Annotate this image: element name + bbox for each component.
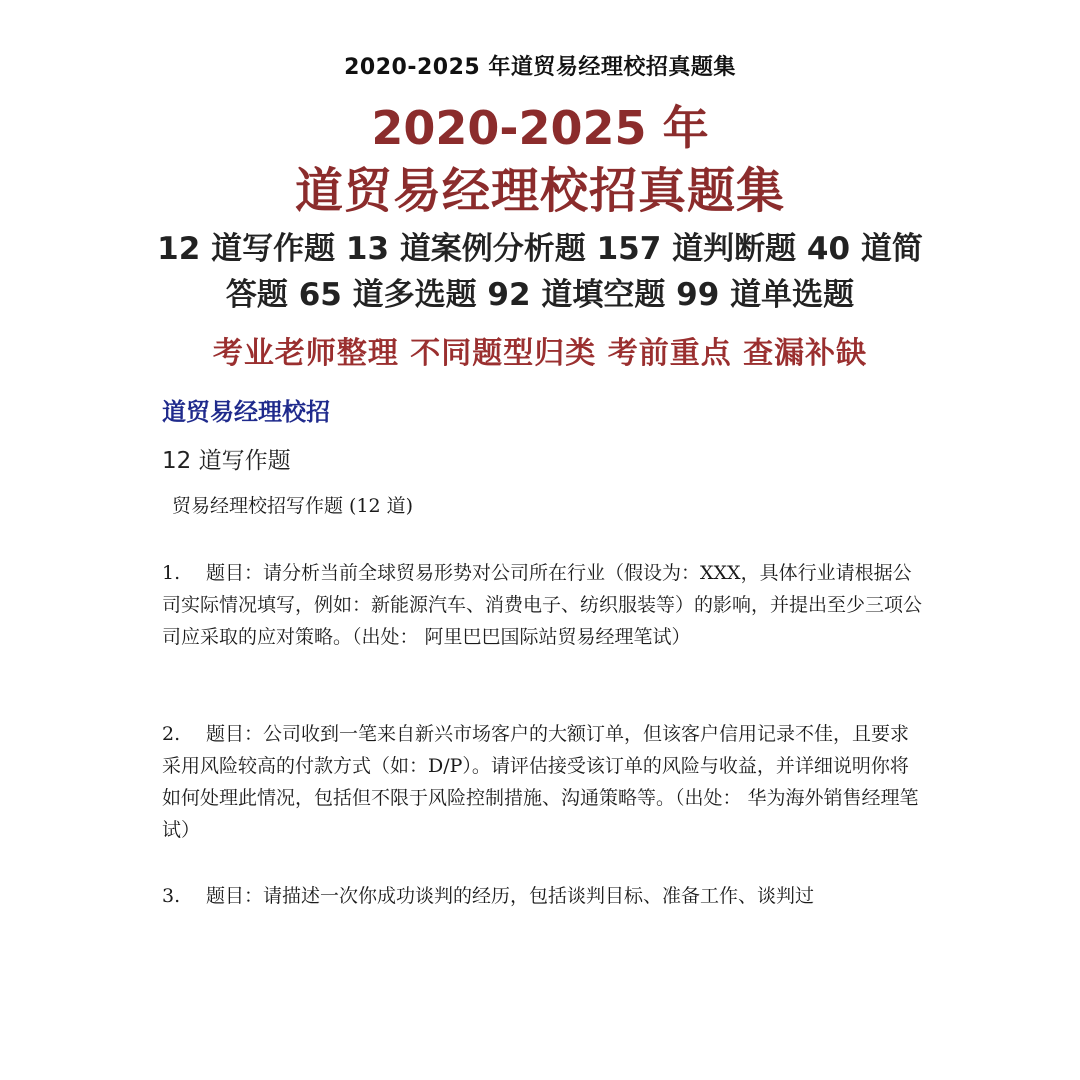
question-text: 题目：请分析当前全球贸易形势对公司所在行业（假设为：XXX，具体行业请根据公司实际情况填写，例如：新能源汽车、消费电子、纺织服装等）的影响，并提出至少三项公司应采取的应对策略。（出处： 阿里巴巴国际站贸易经理笔试） <box>162 562 923 648</box>
question-number: 3. <box>162 885 181 907</box>
section-heading: 道贸易经理校招 <box>162 398 330 426</box>
question-text: 题目：请描述一次你成功谈判的经历，包括谈判目标、准备工作、谈判过 <box>206 885 815 907</box>
question-number: 2. <box>162 723 181 745</box>
question-text: 题目：公司收到一笔来自新兴市场客户的大额订单，但该客户信用记录不佳，且要求采用风险较高的付款方式（如：D/P）。请评估接受该订单的风险与收益，并详细说明你将如何处理此情况，包括但不限于风险控制措施、沟通策略等。（出处： 华为海外销售经理笔试） <box>162 723 919 841</box>
sub-heading: 12 道写作题 <box>162 448 291 474</box>
question-item <box>162 880 922 912</box>
slogan: 考业老师整理 不同题型归类 考前重点 查漏补缺 <box>212 336 868 371</box>
question-counts-line-1: 12 道写作题 13 道案例分析题 157 道判断题 40 道简 <box>157 231 923 267</box>
question-item <box>162 557 922 653</box>
intro-text: 贸易经理校招写作题 (12 道) <box>172 495 414 517</box>
running-header: 2020-2025 年道贸易经理校招真题集 <box>344 55 736 80</box>
title-year-range: 2020-2025 年 <box>371 101 709 155</box>
question-number: 1. <box>162 562 181 584</box>
question-item <box>162 718 922 846</box>
question-counts-line-2: 答题 65 道多选题 92 道填空题 99 道单选题 <box>225 277 855 313</box>
page-title: 道贸易经理校招真题集 <box>294 163 785 219</box>
